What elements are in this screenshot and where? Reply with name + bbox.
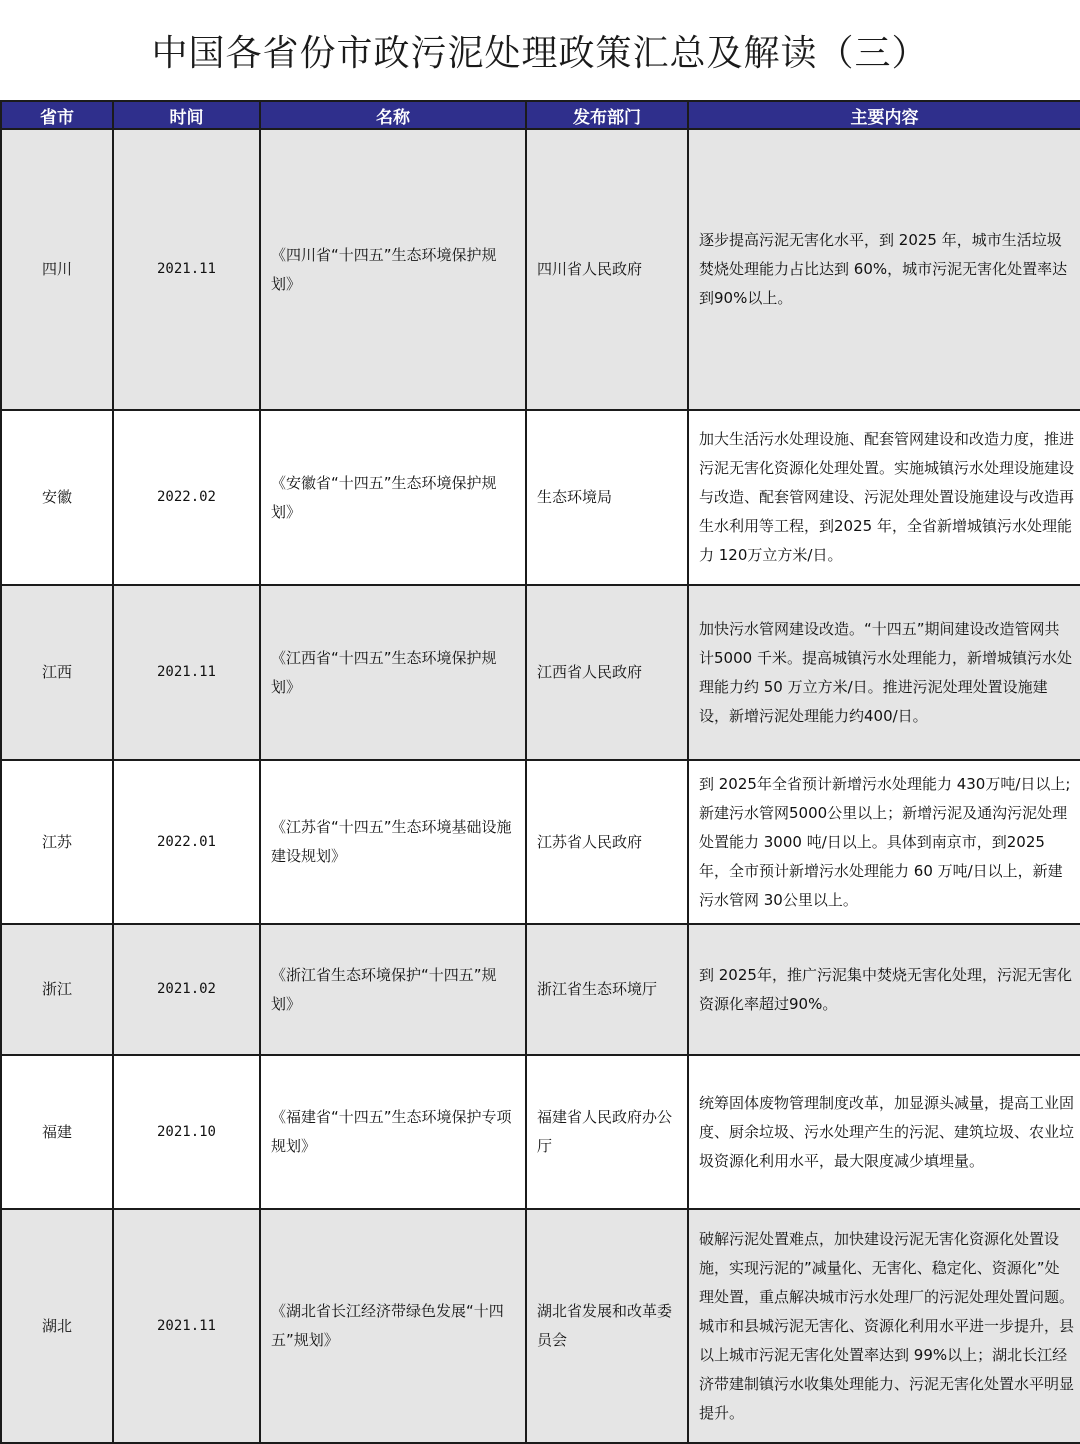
table-row [1, 1209, 1080, 1443]
cell-time: 2021.11 [113, 1209, 260, 1443]
cell-dept: 浙江省生态环境厅 [526, 924, 688, 1055]
cell-content: 到 2025年全省预计新增污水处理能力 430万吨/日以上;新建污水管网5000公里以上；新增污泥及通沟污泥处理处置能力 3000 吨/日以上。具体到南京市，到2025年，全市预计新增污水处理能力 60 万吨/日以上，新建污水管网 30公里以上。 [688, 760, 1080, 924]
cell-dept: 四川省人民政府 [526, 129, 688, 410]
header-time: 时间 [113, 101, 260, 129]
cell-name: 《安徽省“十四五”生态环境保护规划》 [260, 410, 526, 585]
cell-dept: 福建省人民政府办公厅 [526, 1055, 688, 1209]
cell-province: 安徽 [1, 410, 113, 585]
policy-table [0, 100, 1080, 1444]
cell-content: 到 2025年，推广污泥集中焚烧无害化处理，污泥无害化资源化率超过90%。 [688, 924, 1080, 1055]
cell-province: 江苏 [1, 760, 113, 924]
cell-time: 2022.02 [113, 410, 260, 585]
cell-dept: 湖北省发展和改革委员会 [526, 1209, 688, 1443]
cell-province: 浙江 [1, 924, 113, 1055]
table-row [1, 410, 1080, 585]
cell-content: 统筹固体废物管理制度改革，加显源头减量，提高工业固度、厨余垃圾、污水处理产生的污泥、建筑垃圾、农业垃圾资源化利用水平，最大限度减少填埋量。 [688, 1055, 1080, 1209]
cell-content: 破解污泥处置难点，加快建设污泥无害化资源化处置设施，实现污泥的”减量化、无害化、稳定化、资源化”处理处置，重点解决城市污水处理厂的污泥处理处置问题。城市和县城污泥无害化、资源化利用水平进一步提升，县以上城市污泥无害化处置率达到 99%以上；湖北长江经济带建制镇污水收集处理能力、污泥无害化处置水平明显提升。 [688, 1209, 1080, 1443]
cell-province: 四川 [1, 129, 113, 410]
cell-name: 《浙江省生态环境保护“十四五”规划》 [260, 924, 526, 1055]
cell-time: 2021.10 [113, 1055, 260, 1209]
cell-name: 《湖北省长江经济带绿色发展“十四五”规划》 [260, 1209, 526, 1443]
cell-dept: 江苏省人民政府 [526, 760, 688, 924]
cell-name: 《四川省“十四五”生态环境保护规划》 [260, 129, 526, 410]
cell-time: 2021.02 [113, 924, 260, 1055]
table-row [1, 585, 1080, 760]
cell-content: 加大生活污水处理设施、配套管网建设和改造力度，推进污泥无害化资源化处理处置。实施城镇污水处理设施建设与改造、配套管网建设、污泥处理处置设施建设与改造再生水利用等工程，到2025 年，全省新增城镇污水处理能力 120万立方米/日。 [688, 410, 1080, 585]
cell-name: 《江苏省“十四五”生态环境基础设施建设规划》 [260, 760, 526, 924]
header-content: 主要内容 [688, 101, 1080, 129]
cell-content: 加快污水管网建设改造。“十四五”期间建设改造管网共计5000 千米。提高城镇污水处理能力，新增城镇污水处理能力约 50 万立方米/日。推进污泥处理处置设施建设，新增污泥处理能力约400/日。 [688, 585, 1080, 760]
page-title: 中国各省份市政污泥处理政策汇总及解读（三） [151, 32, 929, 74]
cell-time: 2022.01 [113, 760, 260, 924]
cell-name: 《江西省“十四五”生态环境保护规划》 [260, 585, 526, 760]
cell-time: 2021.11 [113, 129, 260, 410]
table-header-row [1, 101, 1080, 129]
header-dept: 发布部门 [526, 101, 688, 129]
header-name: 名称 [260, 101, 526, 129]
table-row [1, 1055, 1080, 1209]
cell-time: 2021.11 [113, 585, 260, 760]
table-row [1, 924, 1080, 1055]
table-row [1, 129, 1080, 410]
cell-province: 湖北 [1, 1209, 113, 1443]
cell-dept: 江西省人民政府 [526, 585, 688, 760]
cell-content: 逐步提高污泥无害化水平，到 2025 年，城市生活垃圾焚烧处理能力占比达到 60%，城市污泥无害化处置率达到90%以上。 [688, 129, 1080, 410]
table-row [1, 760, 1080, 924]
cell-province: 江西 [1, 585, 113, 760]
cell-province: 福建 [1, 1055, 113, 1209]
cell-name: 《福建省“十四五”生态环境保护专项规划》 [260, 1055, 526, 1209]
header-province: 省市 [1, 101, 113, 129]
cell-dept: 生态环境局 [526, 410, 688, 585]
